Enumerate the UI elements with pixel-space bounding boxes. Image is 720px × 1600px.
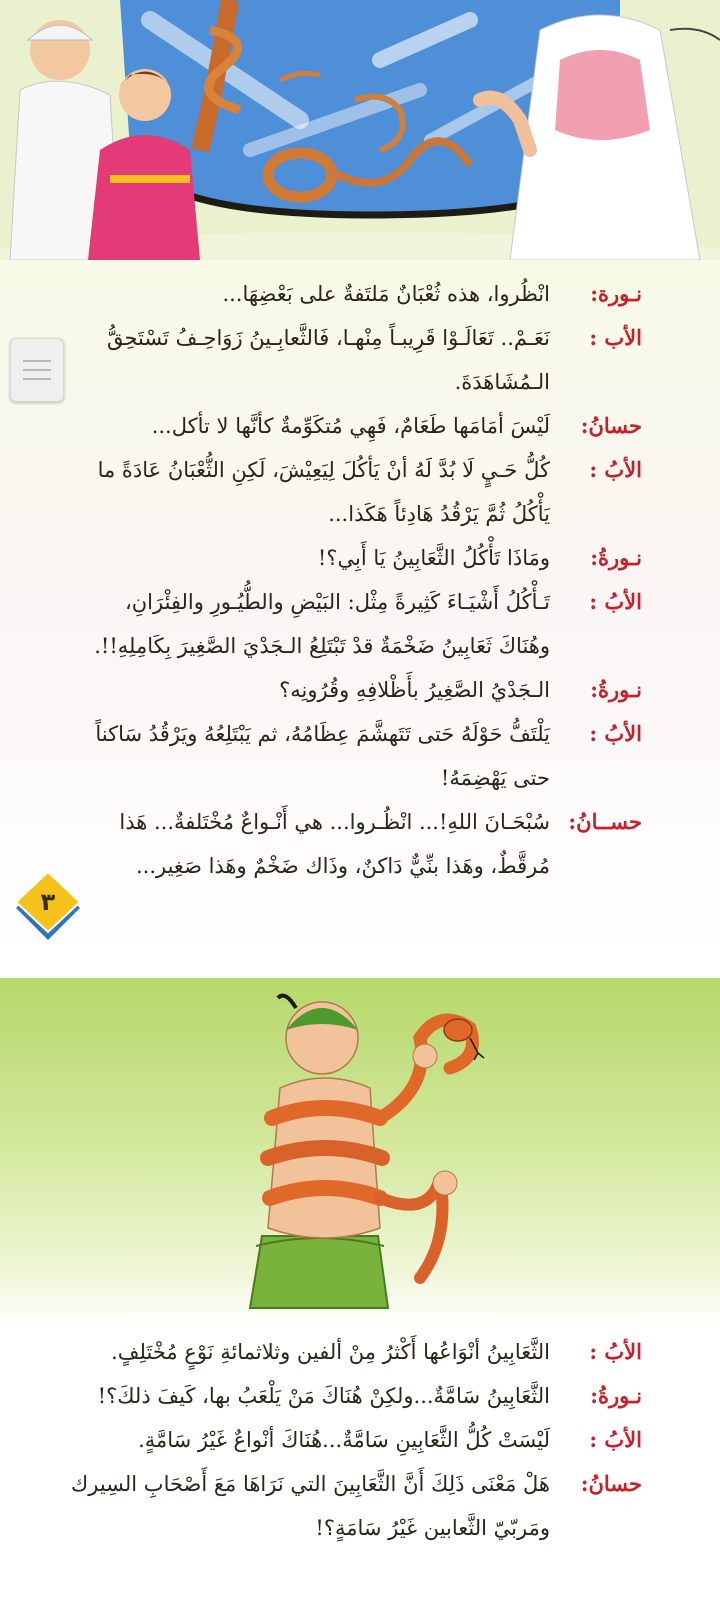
speaker-name: الأبُ : xyxy=(589,1339,642,1364)
speech-text: يَلْتَفُّ حَوْلَهُ حَتى تَتَهشَّمَ عِظَامُهُ، ثم يَبْتَلِعُهُ ويَرْقُدُ سَاكناً حتى يَهْضِمَهُ! xyxy=(95,722,550,790)
speaker-name: نـورةُ: xyxy=(590,677,642,702)
speaker-name: الأبُ : xyxy=(589,589,642,614)
snake-charmer-illustration xyxy=(0,978,720,1318)
dialogue-line xyxy=(70,800,642,888)
speech-text: ومَاذَا تَأْكُلُ الثَّعَابِينُ يَا أَبِي؟! xyxy=(317,546,550,570)
dialogue-line xyxy=(70,1462,642,1550)
page-number: ٣ xyxy=(40,888,56,916)
dialogue-page-2 xyxy=(70,1330,642,1550)
hamburger-menu-icon xyxy=(23,378,51,380)
speaker-name: نـورةُ: xyxy=(590,545,642,570)
speech-text: لَيْسَتْ كُلُّ الثَّعَابِينِ سَامَّةٌ...هُنَاكَ أنْواعٌ غَيْرُ سَامَّةٍ. xyxy=(138,1428,550,1452)
speech-text: الـجَدْيُ الصَّغِيرُ بأَظْلافِهِ وقُرُونِه؟ xyxy=(279,678,550,702)
dialogue-line xyxy=(70,404,642,448)
speech-text: الثَّعَابِينُ أنْوَاعُها أَكْثرُ مِنْ ألفين وثلاثمائةِ نَوْعٍ مُخْتَلِفٍ. xyxy=(111,1340,550,1364)
dialogue-line xyxy=(70,272,642,316)
speaker-name: نـورة: xyxy=(590,281,642,306)
hamburger-menu-icon xyxy=(23,360,51,362)
dialogue-line xyxy=(70,1374,642,1418)
speech-text: الثَّعَابِينُ سَامَّةٌ...ولكِنْ هُنَاكَ مَنْ يَلْعَبُ بها، كَيفَ ذلكَ؟! xyxy=(97,1384,550,1408)
dialogue-line xyxy=(70,536,642,580)
dialogue-line xyxy=(70,1418,642,1462)
dialogue-line xyxy=(70,712,642,800)
dialogue-line xyxy=(70,1330,642,1374)
speech-text: سُبْحَـانَ اللهِ!... انْظُـروا... هي أَنْـواعٌ مُخْتَلفةٌ... هَذا مُرقَّطٌ، وهَذا بنِّيٌّ دَاكنٌ، وذَاك ضَخْمٌ وهَذا صَغِير... xyxy=(119,810,550,878)
dialogue-line xyxy=(70,580,642,668)
speaker-name: حســانُ: xyxy=(568,809,642,834)
speech-text: تَـأْكُلُ أَشْيَـاءَ كَثِيرةً مِثْل: البَيْضِ والطُّيُـورِ والفِئْرَانِ، وهُنَاكَ ثَعَابِينُ ضَخْمَةٌ قدْ تَبْتَلِعُ الـجَدْيَ الصَّغِيرَ بِكَامِلِهِ!!. xyxy=(94,590,550,658)
speech-text: لَيْسَ أمَامَها طَعَامٌ، فَهِي مُتكَوِّمةٌ كأنَّها لا تأكل... xyxy=(151,414,550,438)
page-number-badge xyxy=(12,872,84,948)
speech-text: كُلُّ حَـيٍ لَا بُدَّ لَهُ أنْ يَأكُلَ لِيَعِيْشَ، لَكِنِ الثُّعْبَانُ عَادَةً ما يَأْكُلُ ثُمَّ يَرْقُدُ هَادِئاً هَكَذا... xyxy=(97,458,550,526)
dialogue-page-1 xyxy=(70,272,642,888)
speaker-name: الأب : xyxy=(589,325,642,350)
speaker-name: الأبُ : xyxy=(589,457,642,482)
zoo-snake-exhibit-illustration xyxy=(0,0,720,260)
speaker-name: نـورةُ: xyxy=(590,1383,642,1408)
hamburger-menu-icon xyxy=(23,369,51,371)
speaker-name: حسانُ: xyxy=(580,1471,642,1496)
dialogue-line xyxy=(70,668,642,712)
menu-button[interactable] xyxy=(10,338,64,402)
page-separator xyxy=(0,968,720,978)
story-page-2 xyxy=(0,978,720,1600)
speech-text: نَعَـمْ.. تَعَالَـوْا قَرِيبـاً مِنْهـا، فَالثَّعابِـينُ زَوَاحِـفُ تَسْتَحِقُّ الـمُشَاهَدَةَ. xyxy=(106,326,550,394)
speaker-name: الأبُ : xyxy=(589,1427,642,1452)
speech-text: هَلْ مَعْنَى ذَلِكَ أَنَّ الثَّعَابِينَ التي نَرَاهَا مَعَ أَصْحَابِ السِيرك ومَربّيّ الثَّعابين غَيْرُ سَامَةٍ؟! xyxy=(70,1472,550,1540)
dialogue-line xyxy=(70,448,642,536)
speaker-name: حسانُ: xyxy=(580,413,642,438)
speaker-name: الأبُ : xyxy=(589,721,642,746)
speech-text: انْظُروا، هذه ثُعْبَانٌ مَلتَفةٌ على بَعْضِهَا... xyxy=(222,282,550,306)
dialogue-line xyxy=(70,316,642,404)
